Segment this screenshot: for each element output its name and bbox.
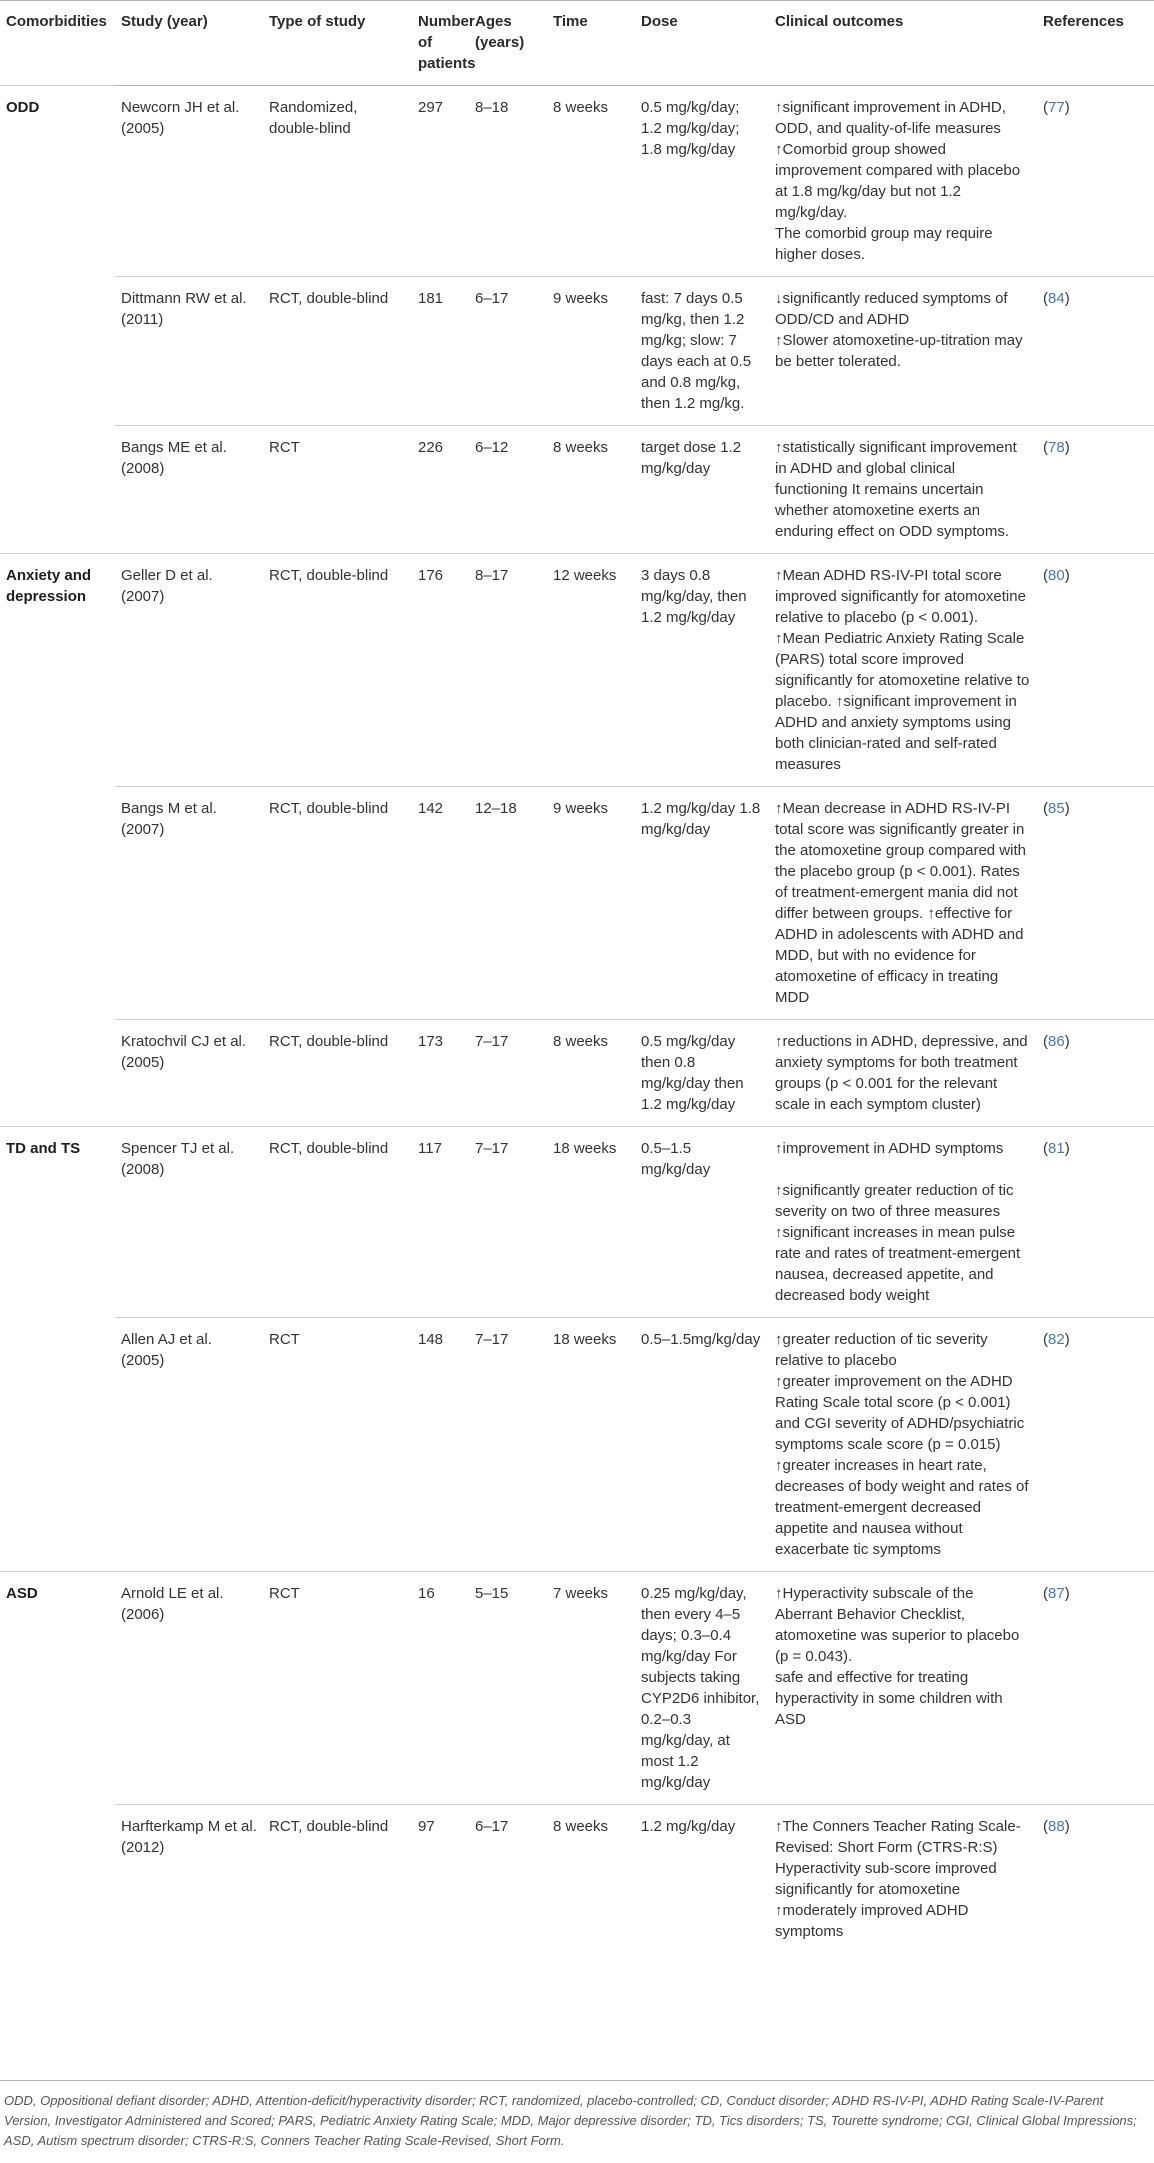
dose-cell: 0.5–1.5mg/kg/day — [635, 1318, 769, 1572]
outcomes-cell — [769, 1020, 1037, 1127]
reference-link[interactable]: 84 — [1048, 290, 1065, 307]
reference-cell: (82) — [1037, 1318, 1154, 1572]
dose-cell: 1.2 mg/kg/day 1.8 mg/kg/day — [635, 787, 769, 1020]
reference-link[interactable]: 87 — [1048, 1585, 1065, 1602]
study-type-cell: RCT — [263, 1318, 412, 1572]
study-type-cell: RCT, double-blind — [263, 1805, 412, 1954]
ages-cell: 12–18 — [469, 787, 547, 1020]
reference-cell: (78) — [1037, 426, 1154, 554]
outcome-line: ↑The Conners Teacher Rating Scale-Revised: Short Form (CTRS-R:S) Hyperactivity sub-score improved significantly for atomoxetine — [775, 1818, 1021, 1898]
patients-cell: 176 — [412, 554, 469, 787]
reference-link[interactable]: 77 — [1048, 99, 1065, 116]
header-study: Study (year) — [121, 13, 208, 30]
study-cell: Dittmann RW et al. (2011) — [115, 277, 263, 426]
reference-cell: (88) — [1037, 1805, 1154, 1954]
study-type-cell: RCT — [263, 1572, 412, 1805]
outcome-line: ↑Mean ADHD RS-IV-PI total score improved significantly for atomoxetine relative to placebo (p < 0.001). — [775, 567, 1026, 626]
patients-cell: 226 — [412, 426, 469, 554]
table-row — [0, 554, 1154, 787]
study-type-cell: RCT, double-blind — [263, 787, 412, 1020]
reference-cell: (84) — [1037, 277, 1154, 426]
outcomes-cell — [769, 277, 1037, 426]
patients-cell: 173 — [412, 1020, 469, 1127]
dose-cell: fast: 7 days 0.5 mg/kg, then 1.2 mg/kg; slow: 7 days each at 0.5 and 0.8 mg/kg, then 1.2 mg/kg. — [635, 277, 769, 426]
time-cell: 7 weeks — [547, 1572, 635, 1805]
patients-cell: 97 — [412, 1805, 469, 1954]
dose-cell: 0.25 mg/kg/day, then every 4–5 days; 0.3–0.4 mg/kg/day For subjects taking CYP2D6 inhibitor, 0.2–0.3 mg/kg/day, at most 1.2 mg/kg/day — [635, 1572, 769, 1805]
header-patients: Number of patients — [418, 13, 476, 72]
comorbidity-cell — [0, 787, 115, 1020]
header-references: References — [1043, 13, 1124, 30]
patients-cell: 148 — [412, 1318, 469, 1572]
dose-cell: 0.5 mg/kg/day; 1.2 mg/kg/day; 1.8 mg/kg/day — [641, 99, 740, 158]
outcome-line: ↑improvement in ADHD symptoms — [775, 1140, 1004, 1157]
time-cell: 8 weeks — [547, 426, 635, 554]
header-ages: Ages (years) — [475, 13, 525, 51]
header-time: Time — [553, 13, 588, 30]
time-cell: 18 weeks — [547, 1318, 635, 1572]
ages-cell: 5–15 — [469, 1572, 547, 1805]
time-cell: 9 weeks — [547, 787, 635, 1020]
header-outcomes: Clinical outcomes — [775, 13, 904, 30]
study-cell: Bangs M et al. (2007) — [115, 787, 263, 1020]
table-row — [0, 86, 1154, 277]
table-row — [0, 787, 1154, 1020]
ages-cell: 7–17 — [469, 1318, 547, 1572]
outcome-line — [775, 1159, 1031, 1180]
reference-link[interactable]: 85 — [1048, 800, 1065, 817]
reference-link[interactable]: 80 — [1048, 567, 1065, 584]
comorbidity-cell: ODD — [0, 86, 115, 277]
comorbidity-cell — [0, 426, 115, 554]
header-comorbidities: Comorbidities — [6, 13, 107, 30]
table-footnote: ODD, Oppositional defiant disorder; ADHD, Attention-deficit/hyperactivity disorder; RCT, randomized, placebo-controlled; CD, Conduct disorder; ADHD RS-IV-PI, ADHD Rating Scale-IV-Parent Version, Investigator Administered and Scored; PARS, Pediatric Anxiety Rating Scale; MDD, Major depressive disorder; TD, Tics disorders; TS, Tourette syndrome; CGI, Clinical Global Impressions; ASD, Autism spectrum disorder; CTRS-R:S, Conners Teacher Rating Scale-Revised, Short Form. — [0, 2080, 1154, 2151]
dose-cell: 3 days 0.8 mg/kg/day, then 1.2 mg/kg/day — [635, 554, 769, 787]
outcome-line: safe and effective for treating hyperactivity in some children with ASD — [775, 1669, 1003, 1728]
table-row — [0, 277, 1154, 426]
outcome-line: ↑Mean Pediatric Anxiety Rating Scale (PARS) total score improved significantly for atomoxetine relative to placebo. ↑significant improvement in ADHD and anxiety symptoms using both clinician-rated and self-rated measures — [775, 630, 1030, 773]
ages-cell: 6–17 — [469, 277, 547, 426]
study-type-cell: RCT — [263, 426, 412, 554]
reference-cell: (85) — [1037, 787, 1154, 1020]
study-type-cell: RCT, double-blind — [263, 554, 412, 787]
reference-cell: (86) — [1037, 1020, 1154, 1127]
ages-cell: 7–17 — [469, 1127, 547, 1318]
dose-cell: 0.5 mg/kg/day then 0.8 mg/kg/day then 1.2 mg/kg/day — [635, 1020, 769, 1127]
outcome-line: ↑significant increases in mean pulse rate and rates of treatment-emergent nausea, decreased appetite, and decreased body weight — [775, 1224, 1021, 1304]
outcome-line: ↑Slower atomoxetine-up-titration may be better tolerated. — [775, 332, 1023, 370]
outcome-line: ↑reductions in ADHD, depressive, and anxiety symptoms for both treatment groups (p < 0.001 for the relevant scale in each symptom cluster) — [775, 1033, 1028, 1113]
comorbidity-cell: Anxiety and depression — [0, 554, 115, 787]
study-cell: Allen AJ et al. (2005) — [115, 1318, 263, 1572]
time-cell: 9 weeks — [547, 277, 635, 426]
outcomes-cell — [769, 86, 1037, 277]
table-row — [0, 1572, 1154, 1805]
comorbidity-cell — [0, 1020, 115, 1127]
patients-cell: 297 — [418, 99, 444, 116]
patients-cell: 142 — [412, 787, 469, 1020]
patients-cell: 181 — [412, 277, 469, 426]
outcome-line: ↑greater improvement on the ADHD Rating Scale total score (p < 0.001) and CGI severity of ADHD/psychiatric symptoms scale score (p = 0.015) — [775, 1373, 1025, 1453]
study-cell: Spencer TJ et al. (2008) — [115, 1127, 263, 1318]
outcomes-cell — [769, 787, 1037, 1020]
ages-cell: 8–18 — [475, 99, 509, 116]
header-dose: Dose — [641, 13, 678, 30]
reference-cell: (81) — [1037, 1127, 1154, 1318]
comorbidity-cell — [0, 1805, 115, 1954]
study-type-cell: RCT, double-blind — [263, 1127, 412, 1318]
study-cell: Kratochvil CJ et al. (2005) — [115, 1020, 263, 1127]
study-cell: Newcorn JH et al. (2005) — [121, 99, 240, 137]
table-header — [0, 1, 1154, 86]
time-cell: 12 weeks — [547, 554, 635, 787]
time-cell: 8 weeks — [553, 99, 609, 116]
header-type: Type of study — [269, 13, 366, 30]
ages-cell: 8–17 — [469, 554, 547, 787]
outcome-line: ↑significantly greater reduction of tic severity on two of three measures — [775, 1182, 1014, 1220]
outcome-line: ↑Mean decrease in ADHD RS-IV-PI total score was significantly greater in the atomoxetine group compared with the placebo group (p < 0.001). Rates of treatment-emergent mania did not differ between groups. ↑effective for ADHD in adolescents with ADHD and MDD, but with no evidence for atomoxetine of efficacy in treating MDD — [775, 800, 1026, 1006]
patients-cell: 117 — [412, 1127, 469, 1318]
outcomes-cell — [769, 1127, 1037, 1318]
reference-cell: (77) — [1043, 99, 1070, 116]
table-row — [0, 1020, 1154, 1127]
ages-cell: 7–17 — [469, 1020, 547, 1127]
reference-link[interactable]: 86 — [1048, 1033, 1065, 1050]
table-row — [0, 1127, 1154, 1318]
study-type-cell: Randomized, double-blind — [269, 99, 358, 137]
outcome-line: ↑greater reduction of tic severity relative to placebo — [775, 1331, 988, 1369]
reference-link[interactable]: 82 — [1048, 1331, 1065, 1348]
header-row — [0, 1, 1154, 86]
outcome-line: ↑Hyperactivity subscale of the Aberrant Behavior Checklist, atomoxetine was superior to placebo (p = 0.043). — [775, 1585, 1020, 1665]
table-row — [0, 1318, 1154, 1572]
study-type-cell: RCT, double-blind — [263, 277, 412, 426]
outcome-line: ↑greater increases in heart rate, decreases of body weight and rates of treatment-emergent decreased appetite and nausea without exacerbate tic symptoms — [775, 1457, 1029, 1558]
comorbidity-cell: TD and TS — [0, 1127, 115, 1318]
ages-cell: 6–17 — [469, 1805, 547, 1954]
dose-cell: 1.2 mg/kg/day — [635, 1805, 769, 1954]
time-cell: 8 weeks — [547, 1020, 635, 1127]
ages-cell: 6–12 — [469, 426, 547, 554]
outcomes-cell — [769, 426, 1037, 554]
study-cell: Harfterkamp M et al. (2012) — [115, 1805, 263, 1954]
time-cell: 8 weeks — [547, 1805, 635, 1954]
outcome-line: ↑Comorbid group showed improvement compared with placebo at 1.8 mg/kg/day but not 1.2 mg/kg/day. — [775, 141, 1021, 221]
study-cell: Arnold LE et al. (2006) — [115, 1572, 263, 1805]
outcome-line: ↑significant improvement in ADHD, ODD, and quality-of-life measures — [775, 99, 1006, 137]
comorbidity-cell — [0, 277, 115, 426]
reference-link[interactable]: 81 — [1048, 1140, 1065, 1157]
outcome-line: ↑statistically significant improvement in ADHD and global clinical functioning It remains uncertain whether atomoxetine exerts an enduring effect on ODD symptoms. — [775, 439, 1017, 540]
reference-link[interactable]: 78 — [1048, 439, 1065, 456]
outcomes-cell — [769, 1572, 1037, 1805]
table-row — [0, 426, 1154, 554]
outcomes-cell — [769, 554, 1037, 787]
comorbidity-cell — [0, 1318, 115, 1572]
reference-cell: (87) — [1037, 1572, 1154, 1805]
study-cell: Bangs ME et al. (2008) — [115, 426, 263, 554]
reference-cell: (80) — [1037, 554, 1154, 787]
time-cell: 18 weeks — [547, 1127, 635, 1318]
outcomes-cell — [769, 1318, 1037, 1572]
table-row — [0, 1805, 1154, 1954]
study-type-cell: RCT, double-blind — [263, 1020, 412, 1127]
reference-link[interactable]: 88 — [1048, 1818, 1065, 1835]
dose-cell: 0.5–1.5 mg/kg/day — [635, 1127, 769, 1318]
dose-cell: target dose 1.2 mg/kg/day — [635, 426, 769, 554]
patients-cell: 16 — [412, 1572, 469, 1805]
outcomes-cell — [769, 1805, 1037, 1954]
outcome-line: ↑moderately improved ADHD symptoms — [775, 1902, 969, 1940]
outcome-line: ↓significantly reduced symptoms of ODD/CD and ADHD — [775, 290, 1008, 328]
outcome-line: The comorbid group may require higher doses. — [775, 225, 993, 263]
study-cell: Geller D et al. (2007) — [115, 554, 263, 787]
comorbidity-cell: ASD — [0, 1572, 115, 1805]
table-body — [0, 86, 1154, 1954]
